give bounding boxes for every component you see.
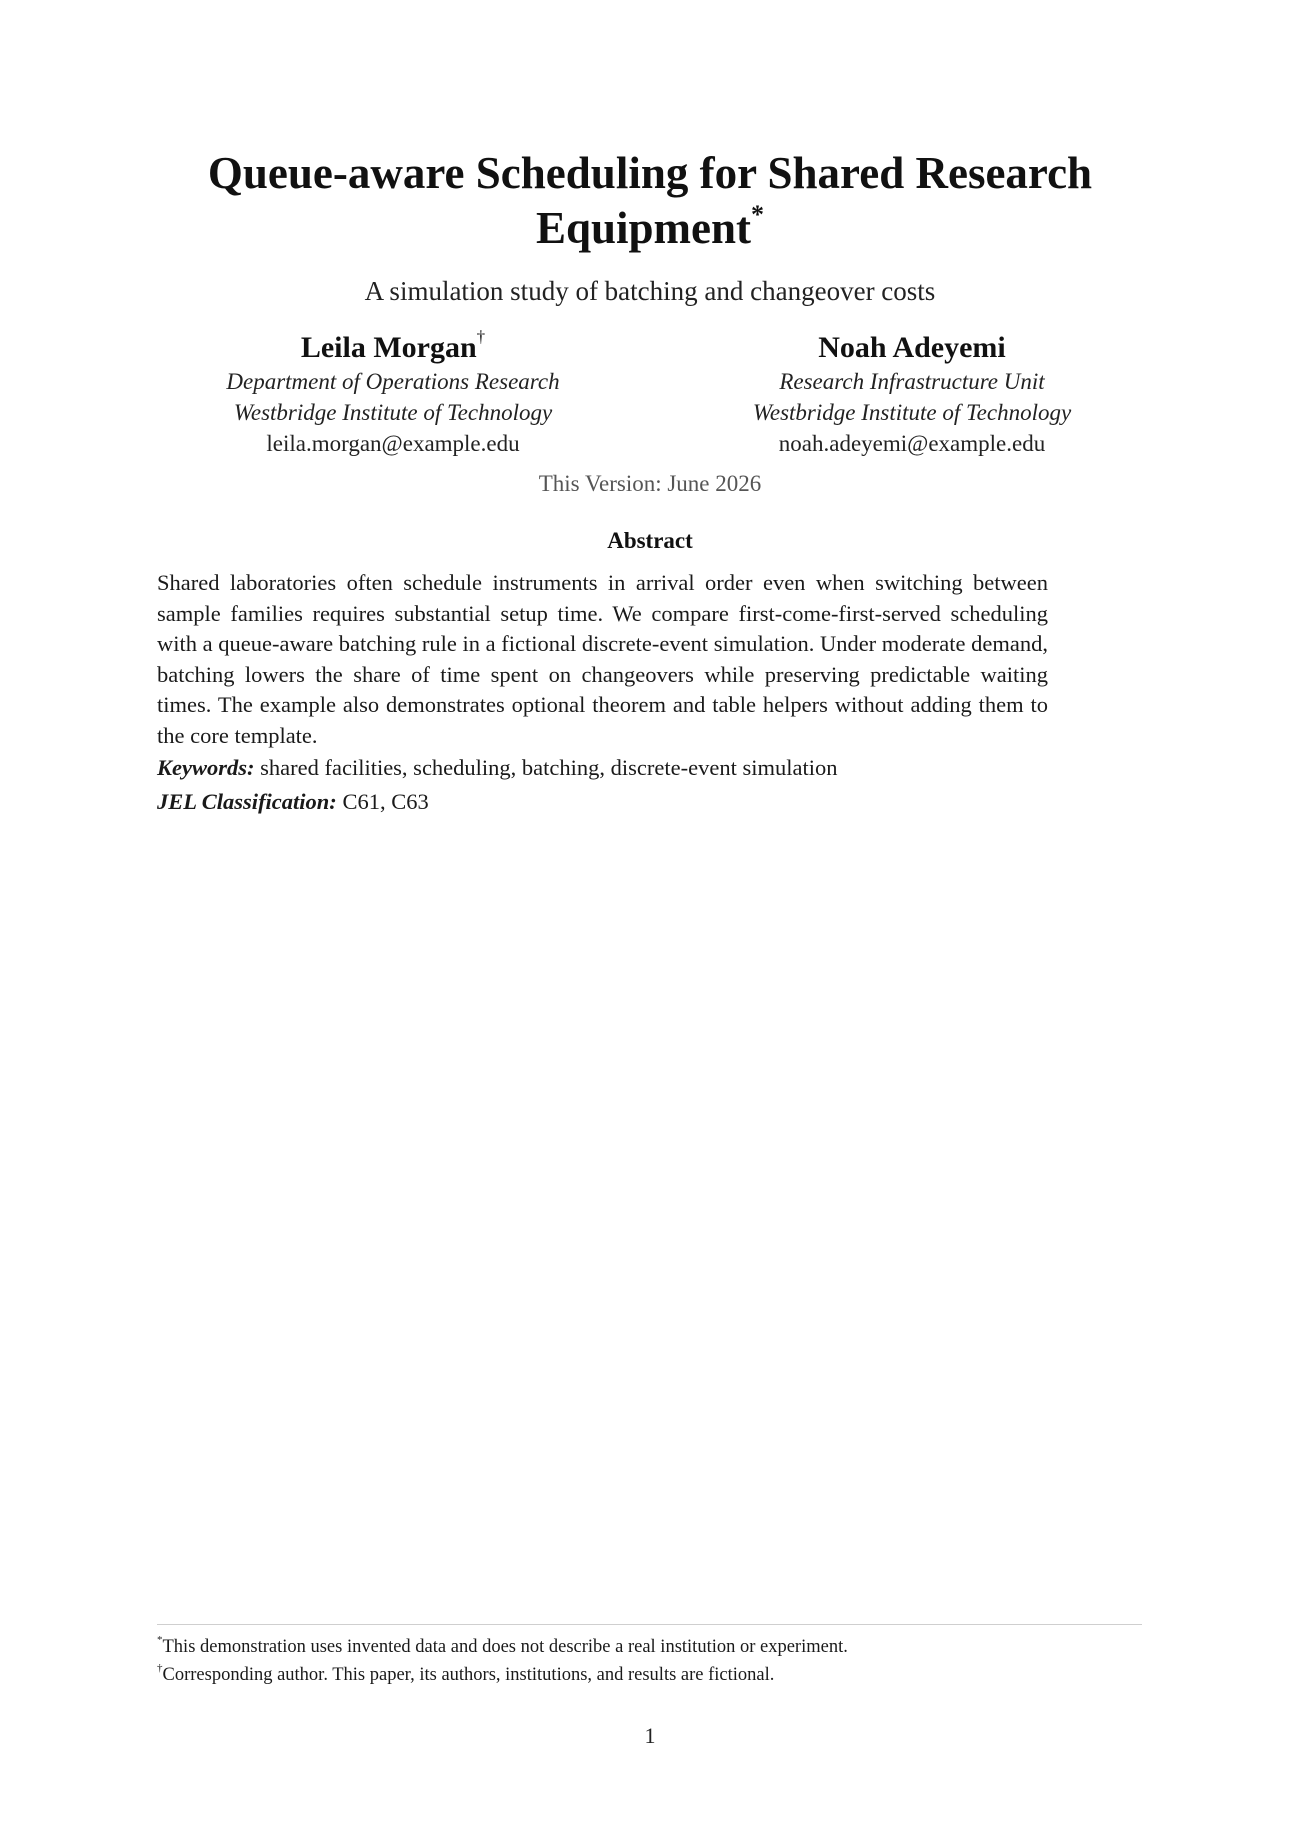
- footnote: [157, 1663, 1142, 1687]
- jel-line: [157, 787, 1057, 817]
- keywords-label: Keywords:: [157, 755, 255, 780]
- footnote: [157, 1635, 1142, 1659]
- author-institution: Westbridge Institute of Technology: [752, 400, 1072, 425]
- author-email[interactable]: leila.morgan@example.edu: [266, 431, 520, 456]
- author-block-morgan: [158, 327, 628, 459]
- footnote-text: Corresponding author. This paper, its authors, institutions, and results are fictional.: [162, 1665, 775, 1685]
- paper-subtitle: A simulation study of batching and changeover costs: [364, 276, 936, 306]
- paper-title: [180, 146, 1120, 256]
- jel-value: C61, C63: [342, 789, 429, 814]
- footnote-marker: *: [157, 1633, 163, 1646]
- author-name-text: Noah Adeyemi: [818, 331, 1006, 364]
- author-name: [158, 327, 628, 366]
- author-email[interactable]: noah.adeyemi@example.edu: [778, 431, 1046, 456]
- author-name: [677, 330, 1147, 366]
- title-footnote-marker[interactable]: *: [751, 200, 765, 229]
- jel-label: JEL Classification:: [157, 789, 337, 814]
- version-date: This Version: June 2026: [538, 471, 762, 496]
- page-number: 1: [644, 1723, 656, 1748]
- footnote-divider: [157, 1624, 1142, 1625]
- footnote-text: This demonstration uses invented data and does not describe a real institution or experiment.: [162, 1637, 848, 1657]
- author-name-text: Leila Morgan: [300, 331, 477, 364]
- keywords-line: [157, 753, 1057, 783]
- paper-title-text: Queue-aware Scheduling for Shared Research Equipment: [207, 148, 1093, 253]
- footnote-marker: †: [157, 1661, 163, 1674]
- author-institution: Westbridge Institute of Technology: [233, 400, 553, 425]
- author-department: Department of Operations Research: [226, 369, 560, 394]
- author-block-adeyemi: [677, 330, 1147, 459]
- author-footnote-marker[interactable]: †: [476, 327, 486, 346]
- abstract-text: Shared laboratories often schedule instruments in arrival order even when switching between sample families requires substantial setup time. We compare first-come-first-served scheduling with a queue-aware batching rule in a fictional discrete-event simulation. Under moderate demand, batching lowers the share of time spent on changeovers while preserving predictable waiting times. The example also demonstrates optional theorem and table helpers without adding them to the core template.: [157, 570, 1048, 748]
- abstract-heading: Abstract: [607, 528, 693, 553]
- keywords-value: shared facilities, scheduling, batching, discrete-event simulation: [260, 755, 838, 780]
- author-department: Research Infrastructure Unit: [779, 369, 1045, 394]
